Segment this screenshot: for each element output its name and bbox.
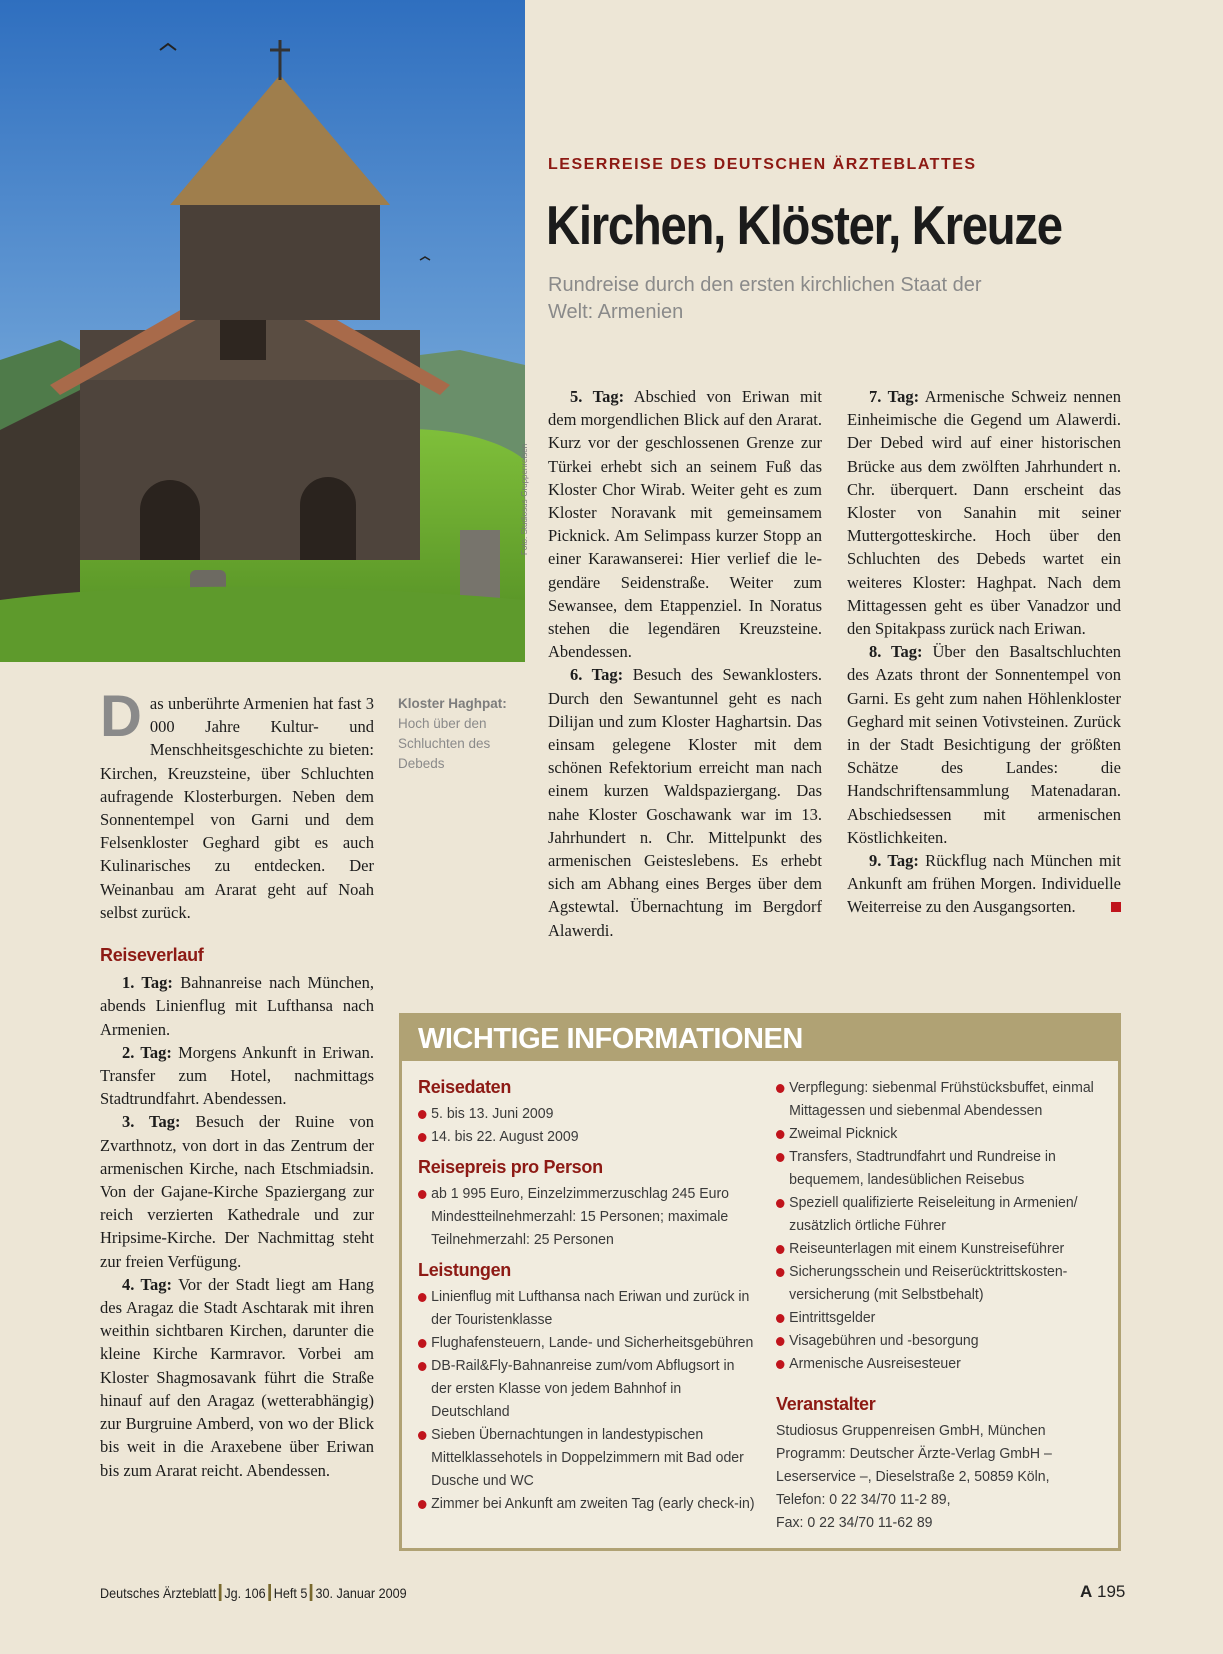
- list-item: Zimmer bei Ankunft am zweiten Tag (early check-in): [418, 1492, 755, 1515]
- day-text: Über den Basaltschluchten des Azats thront der Sonnentempel von Garni. Es geht zum nahen Höhlenkloster Geghard mit seinen Votivsteinen. Zurück in der Stadt Besichtigung der größten Schätze des Landes: die Handschriftensammlung Matenadaran. Abschiedsessen mit armenischen Köstlichkeiten.: [847, 642, 1122, 847]
- list-item: Armenische Ausreisesteuer: [776, 1352, 1108, 1375]
- list-reisepreis: [418, 1182, 743, 1251]
- drop-cap: D: [100, 684, 142, 749]
- photo-credit: Foto: Studiosus-Gruppenreisen: [520, 443, 529, 555]
- day-label: 3. Tag:: [122, 1112, 181, 1132]
- day-text: Armenische Schweiz nennen Einheimische die Gegend um Alawerdi. Der Debed wird auf einer historischen Brücke aus dem zwölften Jahrhundert n. Chr. überquert. Dann erscheint das Kloster von Sanahin mit seiner Muttergotteskirche. Hoch über den Schluchten des Debeds wartet ein weiteres Kloster: Haghpat. Nach dem Mittagessen geht es über Vanadzor und den Spitakpass zurück nach Eriwan.: [847, 387, 1122, 639]
- list-item: Verpflegung: siebenmal Frühstücksbuffet, einmal Mittagessen und siebenmal Abendessen: [776, 1076, 1108, 1122]
- column-3: [847, 385, 1121, 919]
- info-box-title: WICHTIGE INFORMATIONEN: [402, 1016, 1118, 1061]
- veranstalter-line: Programm: Deutscher Ärzte-Verlag GmbH –: [776, 1445, 1052, 1462]
- separator: [268, 1584, 271, 1601]
- veranstalter-line: Telefon: 0 22 34/70 11-2 89,: [776, 1491, 951, 1508]
- separator: [310, 1584, 313, 1601]
- day-text: Abschied von Eriwan mit dem morgendlichen Blick auf den Ararat. Kurz vor der geschlossenen Grenze zur Türkei erhebt sich an seinem Fuß das Kloster Chor Wirab. Weiter geht es zum Kloster Noravank mit gemeinsamem Picknick. Am Selimpass kurzer Stopp an einer Karawanserei: Hier verlief die legendäre Seidenstraße. Weiter zum Sewansee, dem Etappenziel. In Noratus stehen die legendären Kreuzsteine. Abendessen.: [548, 387, 823, 662]
- list-item: Sieben Übernachtungen in landestypischen Mittelklassehotels in Doppelzimmern mit Bad oder Dusche und WC: [418, 1423, 755, 1492]
- list-item: Zweimal Picknick: [776, 1122, 1108, 1145]
- day-paragraph: [100, 1273, 374, 1482]
- list-item: Sicherungsschein und Reiserücktrittskostenversicherung (mit Selbstbehalt): [776, 1260, 1108, 1306]
- list-reisedaten: [418, 1102, 743, 1148]
- subtitle: Rundreise durch den ersten kirchlichen Staat der Welt: Armenien: [548, 274, 982, 323]
- page-number: [1080, 1582, 1125, 1602]
- day-label: 7. Tag:: [869, 387, 920, 406]
- list-item: DB-Rail&Fly-Bahnanreise zum/vom Abflugsort in der ersten Klasse von jedem Bahnhof in Deutschland: [418, 1354, 755, 1423]
- page-number-value: 195: [1097, 1582, 1126, 1601]
- day-paragraph: [548, 663, 822, 941]
- journal-name: Deutsches Ärzteblatt: [100, 1585, 217, 1601]
- list-item: 5. bis 13. Juni 2009: [418, 1102, 755, 1125]
- photo-caption: [398, 694, 510, 774]
- date: 30. Januar 2009: [315, 1585, 407, 1601]
- info-box: [399, 1013, 1121, 1551]
- day-paragraph: [847, 640, 1121, 849]
- list-leistungen: [418, 1285, 755, 1515]
- list-item: Visagebühren und -besorgung: [776, 1329, 1108, 1352]
- end-mark: [1111, 902, 1121, 912]
- day-label: 6. Tag:: [570, 665, 624, 685]
- day-text: Bahnanreise nach München, abends Linienflug mit Lufthansa nach Armenien.: [100, 973, 375, 1039]
- day-paragraph: [847, 385, 1121, 640]
- list-item: 14. bis 22. August 2009: [418, 1125, 755, 1148]
- list-item: Linienflug mit Lufthansa nach Eriwan und zurück in der Touristenklasse: [418, 1285, 755, 1331]
- list-item: ab 1 995 Euro, Einzelzimmerzuschlag 245 Euro Mindestteilnehmerzahl: 15 Personen; maximale Teilnehmerzahl: 25 Personen: [418, 1182, 755, 1251]
- day-label: 9. Tag:: [869, 851, 919, 871]
- veranstalter-line: Leserservice –, Dieselstraße 2, 50859 Köln,: [776, 1468, 1050, 1485]
- day-text: Morgens Ankunft in Eriwan. Transfer zum Hotel, nachmittags Stadtrundfahrt. Abendessen.: [100, 1042, 374, 1109]
- kicker: LESERREISE DES DEUTSCHEN ÄRZTEBLATTES: [548, 156, 977, 173]
- list-item: Flughafensteuern, Lande- und Sicherheitsgebühren: [418, 1331, 755, 1354]
- list-item: Reiseunterlagen mit einem Kunstreiseführer: [776, 1237, 1108, 1260]
- info-box-right-column: [776, 1076, 1096, 1534]
- day-label: 5. Tag:: [570, 387, 625, 406]
- monastery-photo: [0, 0, 525, 662]
- day-text: Besuch des Sewanklosters. Durch den Sewantunnel geht es nach Dilijan und zum Kloster Haghartsin. Das einsam gelegene Kloster mit dem schönen Refektorium erreicht man nach einem kurzen Waldspaziergang. Das nahe Kloster Goschawank war im 13. Jahrhundert n. Chr. Mittelpunkt des armenischen Geisteslebens. Es erhebt sich am Abhang eines Berges über dem Agstewtal. Übernachtung im Bergdorf Alawerdi.: [548, 665, 822, 940]
- veranstalter-text: [776, 1419, 1096, 1534]
- caption-title: Kloster Haghpat:: [398, 696, 507, 711]
- heading-reisepreis: Reisepreis pro Person: [418, 1157, 603, 1177]
- volume: Jg. 106: [224, 1585, 266, 1601]
- column-1: [100, 684, 375, 1482]
- list-item: Transfers, Stadtrundfahrt und Rundreise in bequemem, landesüblichen Reisebus: [776, 1145, 1108, 1191]
- page-title: Kirchen, Klöster, Kreuze: [546, 194, 1062, 256]
- caption-text: Hoch über den Schluchten des Debeds: [398, 716, 491, 771]
- day-text: Besuch der Ruine von Zvarthnotz, von dort in das Zentrum der armenischen Kirche, nach Etschmiadsin. Von der Gajane-Kirche Spaziergang zur reich verzierten Kathedrale und zur Hripsime-Kirche. Der Nachmittag steht zur freien Verfügung.: [100, 1112, 375, 1271]
- section-heading-reiseverlauf: Reiseverlauf: [100, 945, 204, 966]
- veranstalter-line: Studiosus Gruppenreisen GmbH, München: [776, 1422, 1046, 1439]
- intro-text: as unberührte Armenien hat fast 3 000 Jahre Kultur- und Menschheitsgeschichte zu bieten: Kirchen, Kreuzsteine, über Schluchten aufragende Klosterburgen. Neben dem Sonnentempel von Garni und dem Felsenkloster Geghard gibt es auch Kulinarisches zu entdecken. Der Weinanbau am Ararat geht auf Noah selbst zurück.: [100, 694, 374, 922]
- heading-reisedaten: Reisedaten: [418, 1077, 512, 1097]
- heading-veranstalter: Veranstalter: [776, 1394, 876, 1414]
- day-label: 2. Tag:: [122, 1042, 172, 1062]
- day-paragraph: [100, 1041, 374, 1111]
- day-paragraph: [100, 1110, 374, 1272]
- list-leistungen-continued: [776, 1076, 1096, 1375]
- veranstalter-line: Fax: 0 22 34/70 11-62 89: [776, 1514, 933, 1531]
- day-paragraph: [100, 971, 374, 1041]
- day-label: 8. Tag:: [869, 642, 923, 662]
- intro-paragraph: [100, 684, 374, 924]
- list-item: Speziell qualifizierte Reiseleitung in Armenien/ zusätzlich örtliche Führer: [776, 1191, 1108, 1237]
- day-paragraph: [548, 385, 822, 663]
- column-2: [548, 385, 822, 942]
- heading-leistungen: Leistungen: [418, 1260, 512, 1280]
- day-paragraph: [847, 849, 1121, 919]
- day-label: 1. Tag:: [122, 973, 173, 993]
- page-prefix: A: [1080, 1582, 1093, 1601]
- day-text: Rückflug nach München mit Ankunft am frühen Morgen. Individuelle Weiterreise zu den Ausgangsorten.: [847, 851, 1121, 917]
- footer-citation: [100, 1584, 407, 1601]
- info-box-left-column: [418, 1076, 755, 1515]
- issue: Heft 5: [273, 1585, 308, 1601]
- day-label: 4. Tag:: [122, 1274, 172, 1294]
- day-text: Vor der Stadt liegt am Hang des Aragaz die Stadt Aschtarak mit ihren weithin sichtbaren Kirchen, darunter die kleine Kirche Karmravor. Vorbei am Kloster Shagmosavank führt die Straße hinauf auf den Aragaz (wetterabhängig) zur Burgruine Amberd, von wo der Blick bis weit in die Araxebene über Eriwan bis zum Ararat reicht. Abendessen.: [100, 1274, 375, 1480]
- list-item: Eintrittsgelder: [776, 1306, 1108, 1329]
- separator: [219, 1584, 222, 1601]
